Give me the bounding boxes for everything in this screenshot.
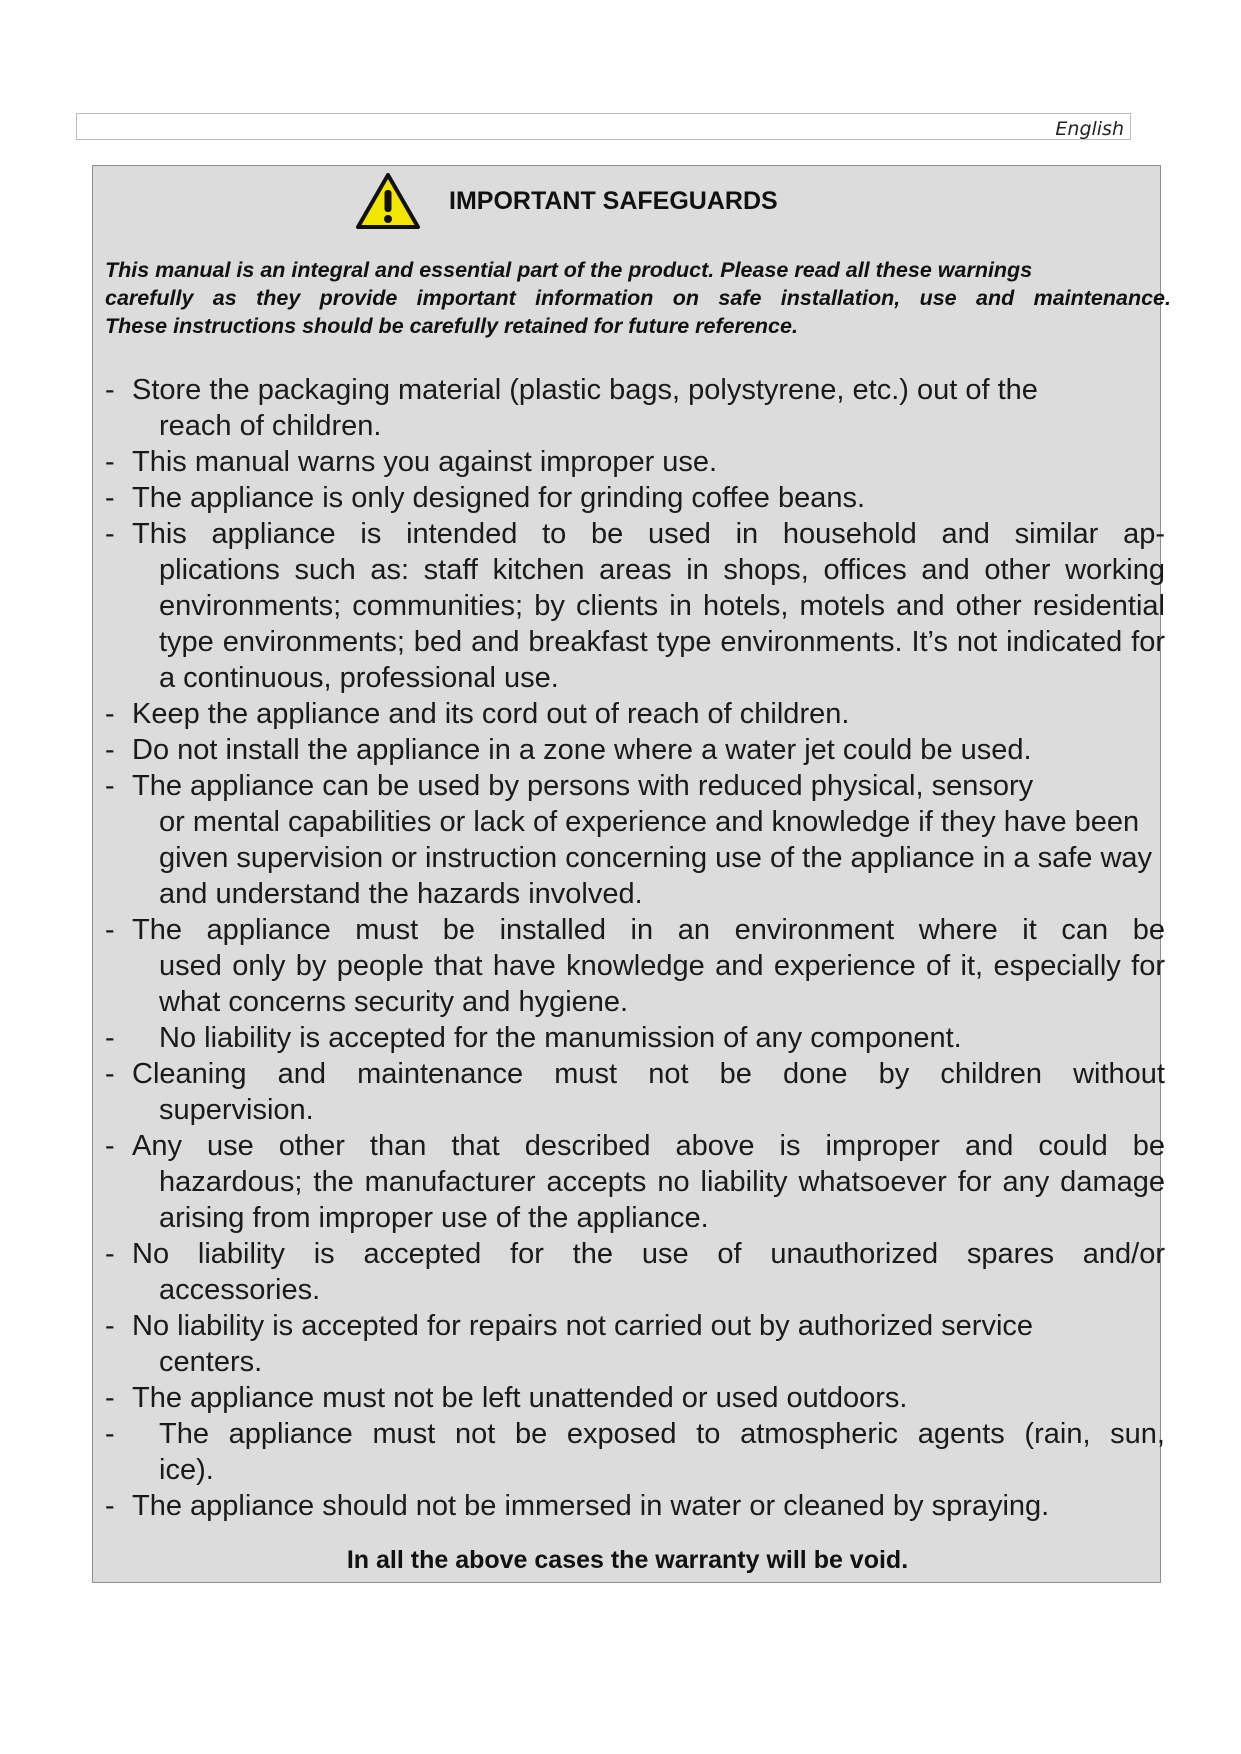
bullet-dash: - xyxy=(105,1490,115,1522)
item-text: The appliance must not be exposed to atmospheric agents (rain, sun, xyxy=(159,1418,1165,1450)
item-text-continued: reach of children. xyxy=(159,410,382,442)
list-item xyxy=(105,768,1165,912)
list-item xyxy=(105,444,1165,480)
bullet-dash: - xyxy=(105,914,115,946)
bullet-dash: - xyxy=(105,1238,115,1270)
item-text: Keep the appliance and its cord out of reach of children. xyxy=(132,698,850,730)
item-text-continued: supervision. xyxy=(159,1094,314,1126)
item-text: Do not install the appliance in a zone where a water jet could be used. xyxy=(132,734,1032,766)
warning-triangle-icon xyxy=(355,172,421,230)
warranty-note: In all the above cases the warranty will be void. xyxy=(346,1546,909,1574)
panel-title: IMPORTANT SAFEGUARDS xyxy=(449,186,778,215)
page-header-bar xyxy=(76,113,1131,140)
intro-line: carefully as they provide important information on safe installation, use and maintenance. xyxy=(105,286,1171,310)
safeguard-list xyxy=(105,372,1165,1524)
intro-paragraph xyxy=(105,256,1171,340)
bullet-dash: - xyxy=(105,374,115,406)
bullet-dash: - xyxy=(105,1382,115,1414)
item-text-continued: plications such as: staff kitchen areas in shops, offices and other working environments; communities; by clients in hotels, motels and other residential type environments; bed and breakfast type environments. It’s not indicated for a continuous, professional use. xyxy=(159,554,1165,694)
item-text: No liability is accepted for the manumission of any component. xyxy=(159,1022,962,1054)
list-item xyxy=(105,1308,1165,1380)
item-text-continued: centers. xyxy=(159,1346,263,1378)
item-text: Store the packaging material (plastic bags, polystyrene, etc.) out of the xyxy=(132,374,1038,406)
intro-line: These instructions should be carefully retained for future reference. xyxy=(105,314,798,338)
item-text: The appliance is only designed for grinding coffee beans. xyxy=(132,482,866,514)
item-text: The appliance should not be immersed in water or cleaned by spraying. xyxy=(132,1490,1050,1522)
item-text: This manual warns you against improper use. xyxy=(132,446,718,478)
list-item xyxy=(105,1416,1165,1488)
item-text-continued: or mental capabilities or lack of experience and knowledge if they have been given supervision or instruction concerning use of the appliance in a safe way and understand the hazards involved. xyxy=(159,806,1153,910)
list-item xyxy=(105,1236,1165,1308)
item-text-continued: ice). xyxy=(159,1454,214,1486)
bullet-dash: - xyxy=(105,446,115,478)
language-label: English xyxy=(1055,118,1124,140)
safeguards-panel xyxy=(92,165,1171,1583)
list-item xyxy=(105,1380,1165,1416)
bullet-dash: - xyxy=(105,1130,115,1162)
list-item xyxy=(105,1488,1165,1524)
item-text: No liability is accepted for the use of unauthorized spares and/or xyxy=(132,1238,1165,1270)
item-text-continued: hazardous; the manufacturer accepts no liability whatsoever for any damage arising from improper use of the appliance. xyxy=(159,1166,1165,1234)
bullet-dash: - xyxy=(105,1310,115,1342)
bullet-dash: - xyxy=(105,482,115,514)
bullet-dash: - xyxy=(105,518,115,550)
bullet-dash: - xyxy=(105,770,115,802)
list-item xyxy=(105,372,1165,444)
list-item xyxy=(105,1128,1165,1236)
item-text: The appliance can be used by persons with reduced physical, sensory xyxy=(132,770,1034,802)
bullet-dash: - xyxy=(105,1058,115,1090)
list-item xyxy=(105,1056,1165,1128)
item-text: No liability is accepted for repairs not carried out by authorized service xyxy=(132,1310,1034,1342)
list-item xyxy=(105,732,1165,768)
intro-line: This manual is an integral and essential part of the product. Please read all these warnings xyxy=(105,258,1033,282)
bullet-dash: - xyxy=(105,698,115,730)
list-item xyxy=(105,912,1165,1020)
list-item xyxy=(105,696,1165,732)
item-text: This appliance is intended to be used in household and similar ap- xyxy=(132,518,1165,550)
bullet-dash: - xyxy=(105,1418,115,1450)
bullet-dash: - xyxy=(105,1022,115,1054)
list-item xyxy=(105,516,1165,696)
item-text-continued: used only by people that have knowledge and experience of it, especially for what concerns security and hygiene. xyxy=(159,950,1165,1018)
item-text-continued: accessories. xyxy=(159,1274,321,1306)
item-text: Any use other than that described above is improper and could be xyxy=(132,1130,1165,1162)
list-item xyxy=(105,480,1165,516)
title-row xyxy=(355,168,778,234)
item-text: The appliance must not be left unattended or used outdoors. xyxy=(132,1382,908,1414)
bullet-dash: - xyxy=(105,734,115,766)
item-text: Cleaning and maintenance must not be done by children without xyxy=(132,1058,1165,1090)
list-item xyxy=(105,1020,1165,1056)
item-text: The appliance must be installed in an environment where it can be xyxy=(132,914,1165,946)
